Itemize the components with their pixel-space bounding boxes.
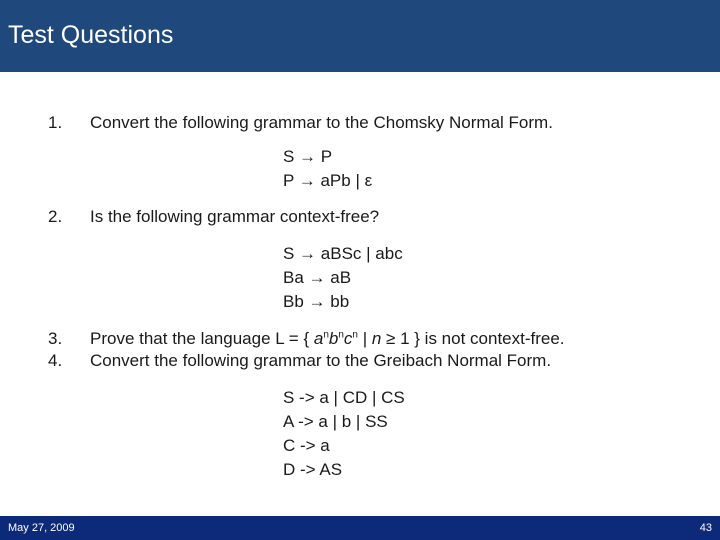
symbol-a: a bbox=[313, 329, 324, 348]
exponent-n: n bbox=[352, 329, 358, 341]
slide-header bbox=[0, 0, 720, 72]
question-3-prefix: Prove that the language L = { bbox=[90, 329, 314, 348]
question-3-text bbox=[90, 327, 565, 351]
question-4-rule-2: A -> a | b | SS bbox=[283, 412, 388, 431]
question-1-number: 1. bbox=[48, 113, 63, 132]
footer-date: May 27, 2009 bbox=[8, 522, 75, 534]
question-2-rule-1: S → aBSc | abc bbox=[283, 244, 403, 263]
question-4-text: Convert the following grammar to the Greibach Normal Form. bbox=[90, 351, 552, 370]
page-number: 43 bbox=[699, 522, 712, 534]
slide-title: Test Questions bbox=[8, 21, 174, 49]
question-2-rule-2: Ba → aB bbox=[283, 268, 352, 287]
exponent-n: n bbox=[338, 329, 344, 341]
question-4-rule-3: C -> a bbox=[283, 436, 330, 455]
question-2-text: Is the following grammar context-free? bbox=[90, 207, 380, 226]
question-2-number: 2. bbox=[48, 207, 63, 226]
question-4-rule-4: D -> AS bbox=[283, 460, 343, 479]
variable-n: n bbox=[371, 329, 382, 348]
question-1-rule-2: P → aPb | ε bbox=[283, 171, 373, 190]
question-3-number: 3. bbox=[48, 329, 63, 348]
question-1-text: Convert the following grammar to the Chomsky Normal Form. bbox=[90, 113, 553, 132]
exponent-n: n bbox=[323, 329, 329, 341]
slide-footer bbox=[0, 516, 720, 540]
question-1-rule-1: S → P bbox=[283, 147, 333, 166]
symbol-c: c bbox=[343, 329, 353, 348]
question-4-rule-1: S -> a | CD | CS bbox=[283, 388, 405, 407]
question-2-rule-3: Bb → bb bbox=[283, 292, 350, 311]
question-4-number: 4. bbox=[48, 351, 63, 370]
question-3-suffix: ≥ 1 } is not context-free. bbox=[381, 329, 565, 348]
symbol-b: b bbox=[328, 329, 339, 348]
question-3-separator: | bbox=[357, 329, 372, 348]
